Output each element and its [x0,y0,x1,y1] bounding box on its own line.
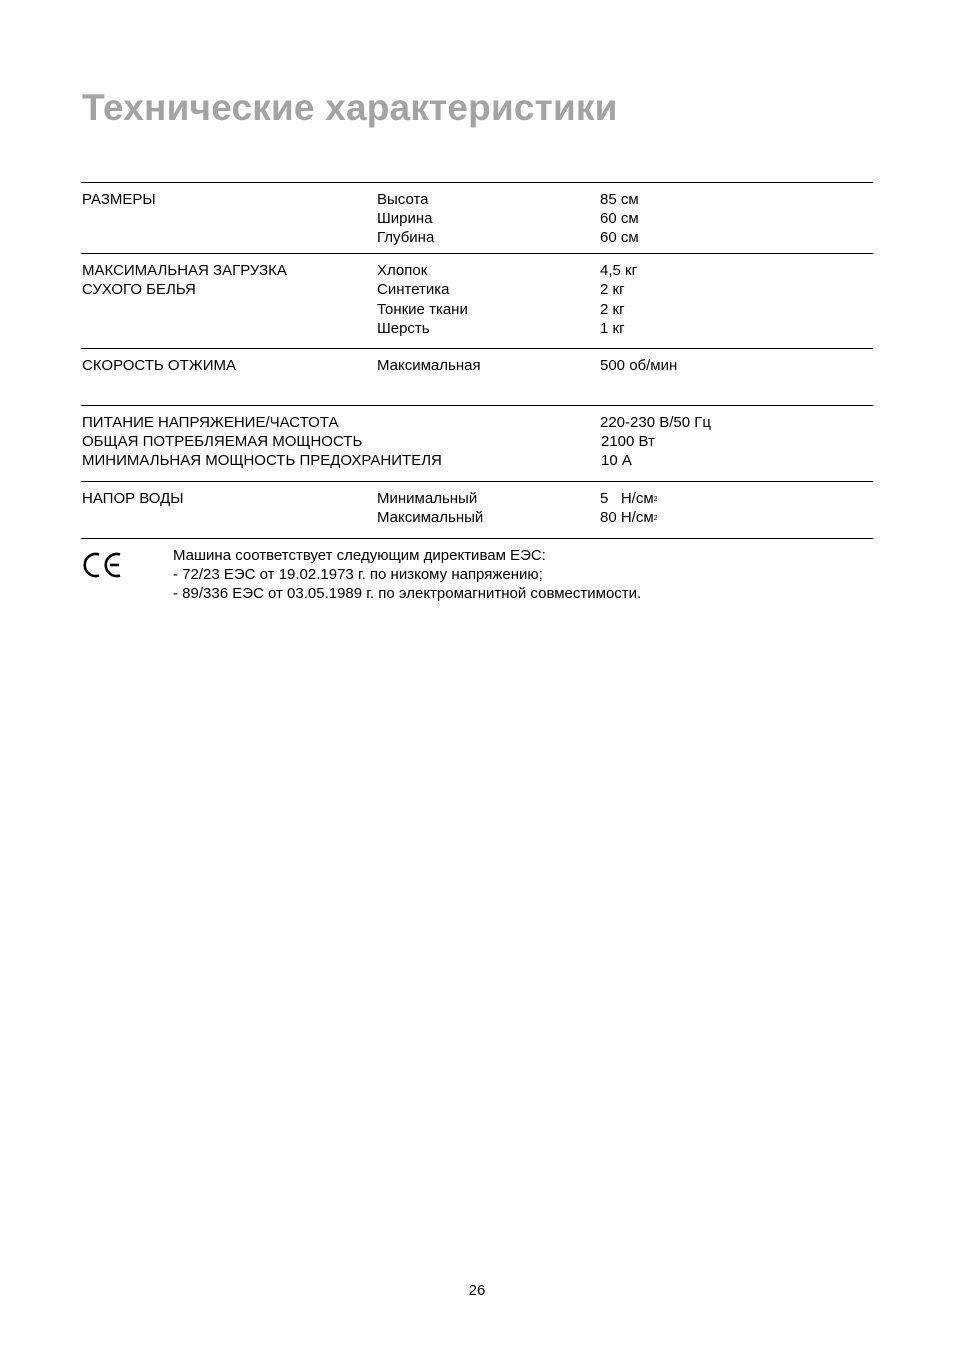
spin-label: СКОРОСТЬ ОТЖИМА [82,357,237,374]
compliance-text: - 89/336 ЕЭС от 03.05.1989 г. по электромагнитной совместимости. [173,585,642,602]
power-label: ОБЩАЯ ПОТРЕБЛЯЕМАЯ МОЩНОСТЬ [82,433,363,450]
spec-name: Максимальная [377,357,481,374]
dimensions-label: РАЗМЕРЫ [82,191,156,208]
power-value: 220-230 В/50 Гц [600,414,711,431]
compliance-text: - 72/23 ЕЭС от 19.02.1973 г. по низкому напряжению; [173,566,543,583]
spec-value: 4,5 кг [600,262,638,279]
section-divider [81,481,873,482]
load-label-line2: СУХОГО БЕЛЬЯ [82,281,196,298]
spec-value: 85 см [600,191,639,208]
spec-name: Минимальный [377,490,478,507]
spec-value: 60 см [600,229,639,246]
spec-value: 5 $Н/см^2$ [600,490,658,507]
spec-name: Синтетика [377,281,450,298]
power-label: МИНИМАЛЬНАЯ МОЩНОСТЬ ПРЕДОХРАНИТЕЛЯ [82,452,442,469]
section-divider [81,348,873,349]
spec-value: 500 об/мин [600,357,678,374]
section-divider [81,253,873,254]
spec-value: 80 $Н/см^2$ [600,509,658,526]
section-divider [81,182,873,183]
spec-name: Максимальный [377,509,484,526]
page-number: 26 [468,1282,486,1299]
spec-value: 60 см [600,210,639,227]
spec-name: Тонкие ткани [377,301,468,318]
power-value: 2100 Вт [601,433,655,450]
superscript: 2 [653,515,658,522]
spec-name: Глубина [377,229,435,246]
section-divider [81,405,873,406]
spec-value: 2 кг [600,281,625,298]
spec-value: 1 кг [600,320,625,337]
spec-name: Высота [377,191,429,208]
water-label: НАПОР ВОДЫ [82,490,184,507]
spec-name: Шерсть [377,320,430,337]
compliance-text: Машина соответствует следующим директивам ЕЭС: [173,547,546,564]
ce-mark-icon [82,550,124,580]
section-divider [81,538,873,539]
spec-value: 2 кг [600,301,625,318]
power-label: ПИТАНИЕ НАПРЯЖЕНИЕ/ЧАСТОТА [82,414,339,431]
load-label-line1: МАКСИМАЛЬНАЯ ЗАГРУЗКА [82,262,287,279]
page-title: Технические характеристики [82,87,618,128]
spec-name: Ширина [377,210,433,227]
superscript: 2 [653,496,658,503]
spec-name: Хлопок [377,262,428,279]
power-value: 10 А [601,452,632,469]
